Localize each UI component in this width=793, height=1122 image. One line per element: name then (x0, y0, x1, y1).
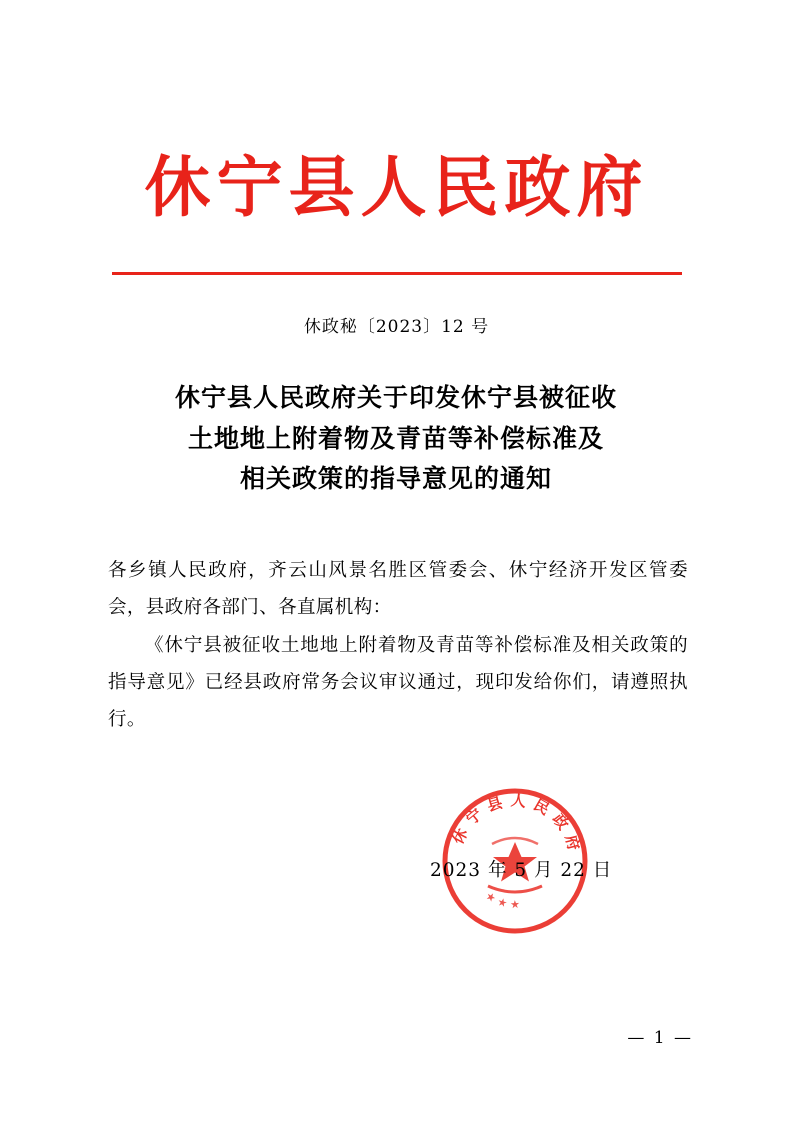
masthead-divider-rule (112, 272, 682, 275)
issue-date: 2023 年 5 月 22 日 (430, 860, 613, 881)
document-title-line-1: 休宁县人民政府关于印发休宁县被征收 (174, 383, 617, 412)
body-paragraph-main: 《休宁县被征收土地地上附着物及青苗等补偿标准及相关政策的指导意见》已经县政府常务会议审议通过，现印发给你们，请遵照执行。 (108, 634, 688, 731)
document-number: 休政秘〔2023〕12 号 (303, 317, 490, 337)
masthead (0, 150, 793, 226)
issuing-authority-title: 休宁县人民政府 (144, 148, 649, 226)
svg-text:★★★: ★★★ (483, 889, 525, 912)
document-body (108, 552, 688, 739)
document-title (96, 378, 696, 500)
page-number: — 1 — (627, 1028, 693, 1048)
document-title-line-2: 土地地上附着物及青苗等补偿标准及 (187, 423, 604, 453)
body-paragraph-recipients: 各乡镇人民政府，齐云山风景名胜区管委会、休宁经济开发区管委会，县政府各部门、各直属机构： (108, 560, 688, 619)
svg-text:休宁县人民政府: 休宁县人民政府 (448, 791, 585, 859)
document-title-line-3: 相关政策的指导意见的通知 (239, 464, 552, 493)
